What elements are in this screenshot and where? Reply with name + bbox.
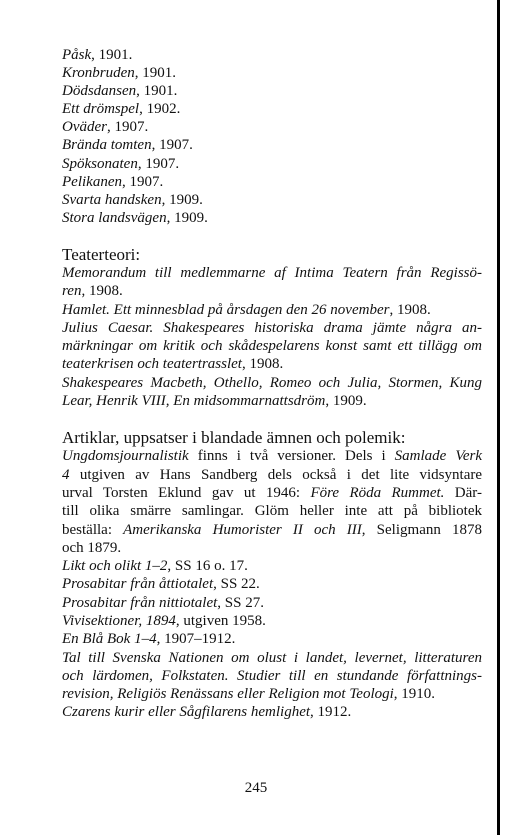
list-item: Prosabitar från nittiotalet, SS 27. xyxy=(62,594,264,611)
list-item: Spöksonaten, 1907. xyxy=(62,155,180,172)
entry-line: ren, 1908. xyxy=(62,283,123,300)
paragraph-line: beställa: Amerikanska Humorister II och III, Seligmann 1878 xyxy=(62,521,482,538)
entry-line: märkningar om kritik och skådespelarens konst samt ett tillägg om xyxy=(62,338,482,355)
page-edge-line xyxy=(497,0,500,835)
section-heading: Teaterteori: xyxy=(62,244,141,264)
list-item: Likt och olikt 1–2, SS 16 o. 17. xyxy=(62,558,248,575)
list-item: Brända tomten, 1907. xyxy=(62,137,193,154)
list-item: Tal till Svenska Nationen om olust i landet, levernet, litteraturen xyxy=(62,649,482,666)
list-item: Pelikanen, 1907. xyxy=(62,173,164,190)
entry-line: teaterkrisen och teatertrasslet, 1908. xyxy=(62,356,284,373)
list-item: Ett drömspel, 1902. xyxy=(62,101,181,118)
entry-line: Julius Caesar. Shakespeares historiska drama jämte några an- xyxy=(62,319,482,336)
artiklar-section xyxy=(62,428,482,721)
list-item: Dödsdansen, 1901. xyxy=(62,83,178,100)
list-item: Vivisektioner, 1894, utgiven 1958. xyxy=(62,612,266,629)
list-item: revision, Religiös Renässans eller Religion mot Teologi, 1910. xyxy=(62,686,436,703)
drama-list xyxy=(62,46,482,227)
list-item: Prosabitar från åttiotalet, SS 22. xyxy=(62,576,260,593)
list-item: Svarta handsken, 1909. xyxy=(62,191,203,208)
entry-line: Lear, Henrik VIII, En midsommarnattsdröm, 1909. xyxy=(62,393,367,410)
page-body xyxy=(62,46,482,722)
list-item: Czarens kurir eller Sågfilarens hemlighet, 1912. xyxy=(62,704,352,721)
page-number: 245 xyxy=(244,780,268,796)
list-item: En Blå Bok 1–4, 1907–1912. xyxy=(62,631,236,648)
list-item: Påsk, 1901. xyxy=(62,47,133,63)
paragraph-line: 4 utgiven av Hans Sandberg dels också i det lite vidsyntare xyxy=(62,466,482,483)
list-item: Oväder, 1907. xyxy=(62,119,149,136)
teaterteori-section xyxy=(62,245,482,410)
paragraph-line: Ungdomsjournalistik finns i två versioner. Dels i Samlade Verk xyxy=(62,448,482,465)
list-item: Stora landsvägen, 1909. xyxy=(62,209,208,226)
entry-line: Hamlet. Ett minnesblad på årsdagen den 26 november, 1908. xyxy=(62,301,431,318)
entry-line: Shakespeares Macbeth, Othello, Romeo och Julia, Stormen, Kung xyxy=(62,374,482,391)
list-item: Kronbruden, 1901. xyxy=(62,65,177,82)
list-item: och lärdomen, Folkstaten. Studier till en stundande författnings- xyxy=(62,667,482,684)
paragraph-line: urval Torsten Eklund gav ut 1946: Före Röda Rummet. Där- xyxy=(62,484,482,501)
paragraph-line: till olika smärre samlingar. Glöm heller inte att på bibliotek xyxy=(62,503,482,520)
section-heading: Artiklar, uppsatser i blandade ämnen och polemik: xyxy=(62,428,406,448)
entry-line: Memorandum till medlemmarne af Intima Teatern från Regissö- xyxy=(62,264,482,281)
paragraph-line: och 1879. xyxy=(62,539,122,556)
